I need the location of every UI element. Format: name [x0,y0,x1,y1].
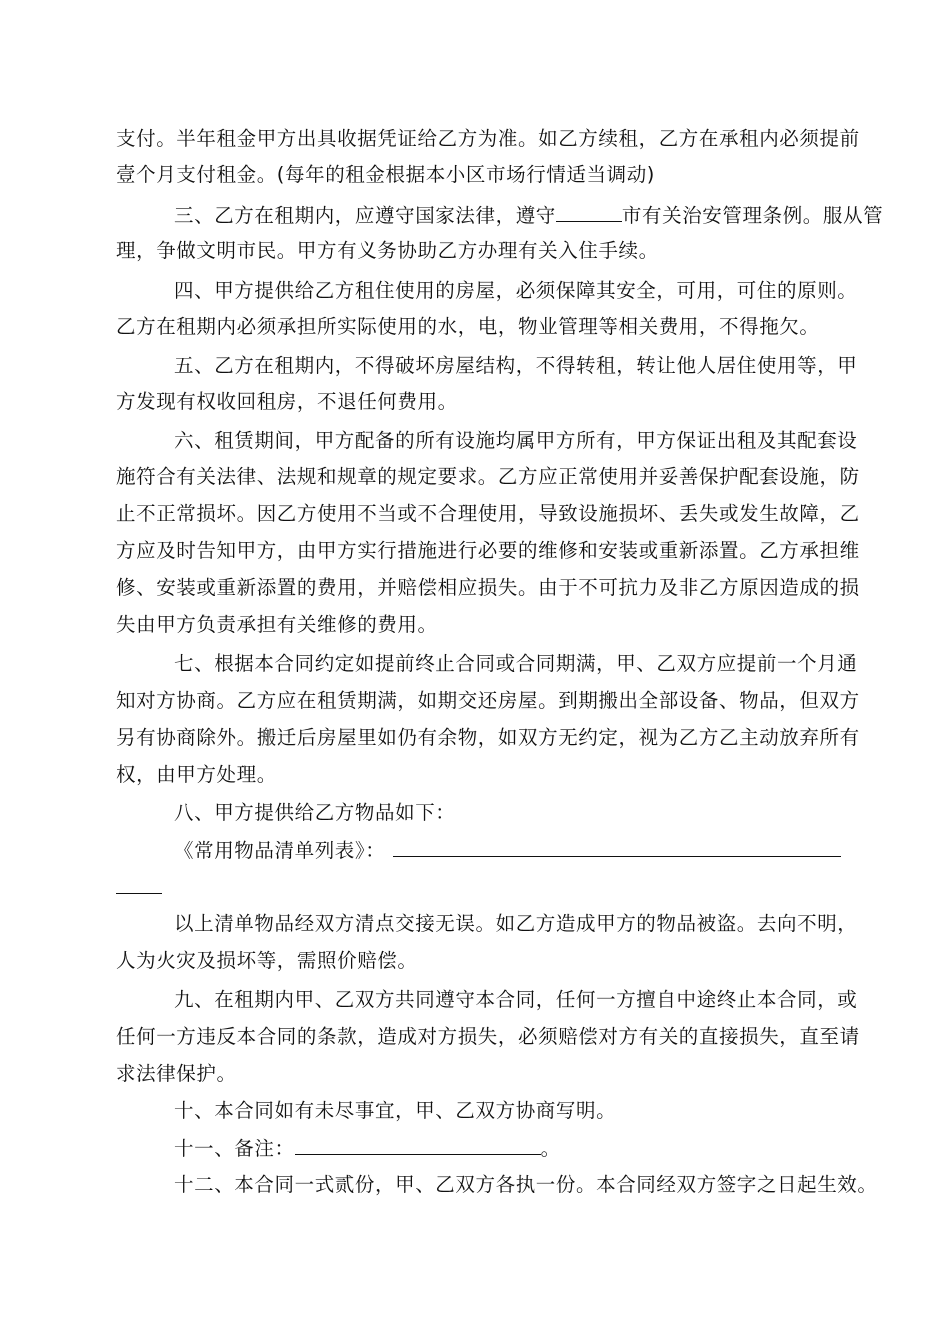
text-line: 支付。半年租金甲方出具收据凭证给乙方为准。如乙方续租，乙方在承租内必须提前 [116,127,860,150]
text-line: 乙方在租期内必须承担所实际使用的水，电，物业管理等相关费用，不得拖欠。 [116,315,820,338]
text-segment: 。 [540,1137,561,1160]
text-line: 壹个月支付租金。(每年的租金根据本小区市场行情适当调动) [116,163,656,186]
text-line [174,1136,561,1161]
text-line: 方发现有权收回租房，不退任何费用。 [116,390,458,413]
text-line: 失由甲方负责承担有关维修的费用。 [116,613,438,636]
text-line: 七、根据本合同约定如提前终止合同或合同期满，甲、乙双方应提前一个月通 [174,652,858,675]
text-line: 另有协商除外。搬迁后房屋里如仍有余物，如双方无约定，视为乙方乙主动放弃所有 [116,726,860,749]
text-line: 任何一方违反本合同的条款，造成对方损失，必须赔偿对方有关的直接损失，直至请 [116,1025,860,1048]
text-line: 修、安装或重新添置的费用，并赔偿相应损失。由于不可抗力及非乙方原因造成的损 [116,576,860,599]
text-line: 以上清单物品经双方清点交接无误。如乙方造成甲方的物品被盗。去向不明， [174,912,858,935]
text-segment: 三、乙方在租期内，应遵守国家法律，遵守 [174,204,556,227]
fill-in-blank-city [556,203,622,222]
fill-in-blank-item-list [393,838,841,857]
text-segment: 十一、备注： [174,1137,295,1160]
text-line: 权，由甲方处理。 [116,763,277,786]
text-line: 十二、本合同一式贰份，甲、乙双方各执一份。本合同经双方签字之日起生效。 [174,1173,878,1196]
text-line: 理，争做文明市民。甲方有义务协助乙方办理有关入住手续。 [116,239,659,262]
text-line: 八、甲方提供给乙方物品如下： [174,801,456,824]
text-line: 施符合有关法律、法规和规章的规定要求。乙方应正常使用并妥善保护配套设施，防 [116,465,860,488]
text-line [116,875,162,900]
text-line: 九、在租期内甲、乙双方共同遵守本合同，任何一方擅自中途终止本合同，或 [174,988,858,1011]
text-line: 五、乙方在租期内，不得破坏房屋结构，不得转租，转让他人居住使用等，甲 [174,354,858,377]
text-line: 人为火灾及损坏等，需照价赔偿。 [116,949,418,972]
fill-in-blank-remarks [295,1136,541,1155]
text-segment: 《常用物品清单列表》： [174,839,386,862]
text-line: 十、本合同如有未尽事宜，甲、乙双方协商写明。 [174,1099,617,1122]
text-line [174,203,883,228]
text-line: 求法律保护。 [116,1062,237,1085]
text-line: 知对方协商。乙方应在租赁期满，如期交还房屋。到期搬出全部设备、物品，但双方 [116,689,860,712]
text-line: 止不正常损坏。因乙方使用不当或不合理使用，导致设施损坏、丢失或发生故障，乙 [116,502,860,525]
text-line: 四、甲方提供给乙方租住使用的房屋，必须保障其安全，可用，可住的原则。 [174,279,858,302]
text-line [174,838,841,863]
fill-in-blank-item-list-continued [116,875,162,894]
text-line: 方应及时告知甲方，由甲方实行措施进行必要的维修和安装或重新添置。乙方承担维 [116,539,860,562]
text-segment: 市有关治安管理条例。服从管 [621,204,884,227]
text-line: 六、租赁期间，甲方配备的所有设施均属甲方所有，甲方保证出租及其配套设 [174,429,858,452]
